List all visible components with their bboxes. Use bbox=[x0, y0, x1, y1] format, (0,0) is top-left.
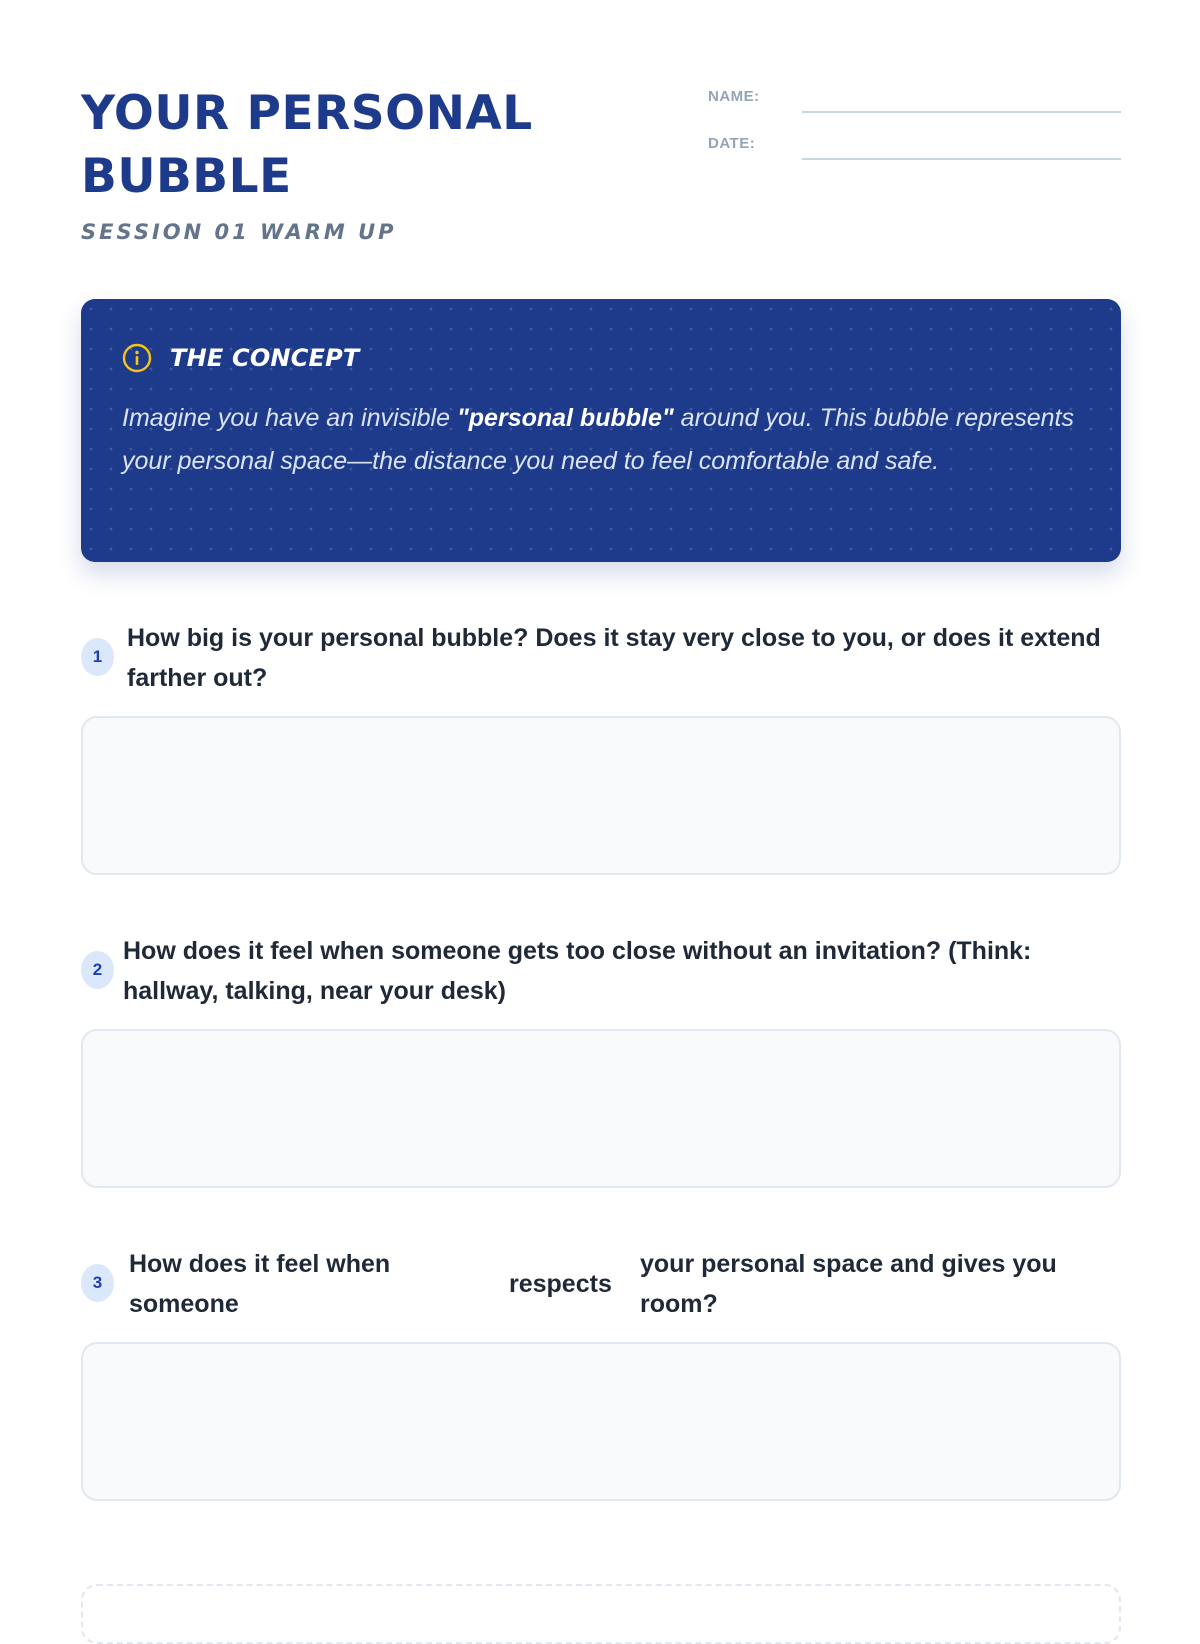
question-text-start: How does it feel when someone bbox=[129, 1250, 391, 1318]
concept-header bbox=[122, 341, 1081, 375]
concept-text bbox=[122, 397, 1081, 483]
name-label: NAME: bbox=[708, 88, 760, 105]
page-title: YOUR PERSONAL BUBBLE bbox=[81, 86, 533, 204]
concept-title: THE CONCEPT bbox=[170, 344, 360, 372]
concept-text-end: around you. This bubble represents your personal space—the distance you need to feel comfortable and safe. bbox=[122, 404, 1074, 475]
date-label: DATE: bbox=[708, 135, 756, 152]
answer-box-1[interactable] bbox=[81, 716, 1121, 875]
name-row bbox=[708, 84, 1121, 131]
answer-box-2[interactable] bbox=[81, 1029, 1121, 1188]
answer-box-3[interactable] bbox=[81, 1342, 1121, 1501]
question-number-badge: 3 bbox=[81, 1264, 114, 1302]
question-text: How big is your personal bubble? Does it stay very close to you, or does it extend farther out? bbox=[127, 624, 1101, 692]
date-row bbox=[708, 131, 1121, 178]
question-number-badge: 1 bbox=[81, 638, 114, 676]
date-field[interactable] bbox=[802, 158, 1121, 160]
worksheet-page bbox=[81, 0, 1121, 1600]
name-field[interactable] bbox=[802, 111, 1121, 113]
question-text: How does it feel when someone gets too close without an invitation? (Think: hallway, talking, near your desk) bbox=[123, 937, 1032, 1005]
next-section-card bbox=[81, 1584, 1121, 1644]
student-info bbox=[708, 84, 1121, 178]
page-subtitle: SESSION 01 WARM UP bbox=[81, 220, 397, 244]
question-text-end: your personal space and gives you room? bbox=[640, 1250, 1057, 1318]
concept-card bbox=[81, 299, 1121, 562]
question-keyword: respects bbox=[509, 1270, 612, 1298]
title-block bbox=[81, 82, 681, 244]
concept-text-start: Imagine you have an invisible bbox=[122, 404, 457, 432]
info-icon bbox=[122, 343, 152, 373]
concept-keyword: "personal bubble" bbox=[456, 404, 674, 432]
question-number-badge: 2 bbox=[81, 951, 114, 989]
